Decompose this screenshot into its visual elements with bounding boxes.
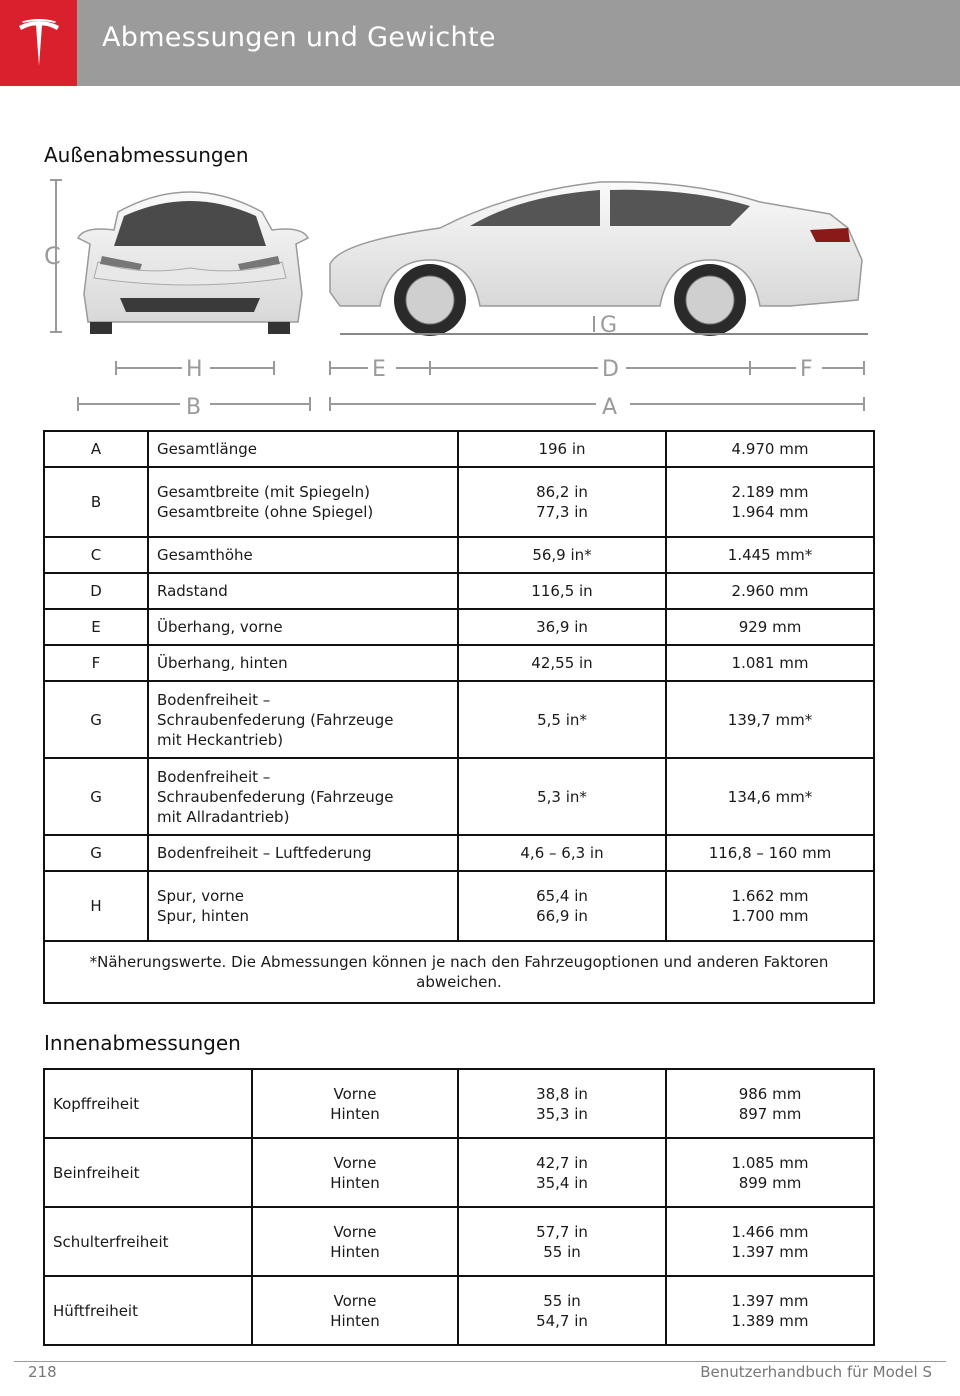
value-mm xyxy=(666,537,874,573)
manual-name: Benutzerhandbuch für Model S xyxy=(700,1363,932,1381)
dimension-code: C xyxy=(44,537,148,573)
dimension-label xyxy=(148,431,458,467)
value-inch xyxy=(458,871,666,941)
page-number: 218 xyxy=(28,1363,57,1381)
value-inch xyxy=(458,1207,666,1276)
value-inch-line: 38,8 in xyxy=(536,1084,588,1103)
value-mm-line: 929 mm xyxy=(738,618,802,636)
table-row xyxy=(44,1138,874,1207)
section-title-exterior: Außenabmessungen xyxy=(44,143,249,167)
table-row xyxy=(44,758,874,835)
value-mm xyxy=(666,871,874,941)
dimension-label-line: mit Allradantrieb) xyxy=(157,807,290,826)
value-mm-line: 139,7 mm* xyxy=(727,710,813,729)
value-inch-line: 35,4 in xyxy=(536,1173,588,1192)
value-mm-line: 134,6 mm* xyxy=(727,787,813,806)
value-inch xyxy=(458,681,666,758)
value-inch-line: 35,3 in xyxy=(536,1104,588,1123)
value-mm-line: 2.960 mm xyxy=(731,582,809,600)
value-inch xyxy=(458,1276,666,1345)
table-row xyxy=(44,573,874,609)
dimension-code: D xyxy=(44,573,148,609)
value-inch xyxy=(458,758,666,835)
interior-label: Kopffreiheit xyxy=(44,1069,252,1138)
label-d: D xyxy=(602,357,619,382)
page-title: Abmessungen und Gewichte xyxy=(102,22,496,53)
dimension-label-line: Gesamtlänge xyxy=(157,440,257,458)
label-g: G xyxy=(600,313,618,338)
value-mm xyxy=(666,609,874,645)
table-row xyxy=(44,609,874,645)
dimension-label-line: Gesamtbreite (mit Spiegeln) xyxy=(157,483,370,501)
value-inch xyxy=(458,835,666,871)
value-mm xyxy=(666,573,874,609)
value-inch-line: 55 in xyxy=(543,1242,581,1261)
table-row xyxy=(44,1207,874,1276)
seat-position-line: Vorne xyxy=(333,1153,377,1172)
seat-position-line: Hinten xyxy=(330,1311,380,1330)
dimension-label xyxy=(148,758,458,835)
dimension-label xyxy=(148,573,458,609)
value-mm xyxy=(666,645,874,681)
value-inch xyxy=(458,1138,666,1207)
tesla-logo-icon xyxy=(17,18,61,68)
dimension-label-line: Schraubenfederung (Fahrzeuge xyxy=(157,710,394,729)
value-mm-line: 1.397 mm xyxy=(731,1291,809,1310)
value-inch-line: 4,6 – 6,3 in xyxy=(520,844,604,862)
value-mm-line: 897 mm xyxy=(738,1104,802,1123)
dimension-label xyxy=(148,467,458,537)
value-inch-line: 36,9 in xyxy=(536,618,588,636)
value-mm xyxy=(666,835,874,871)
seat-position-line: Vorne xyxy=(333,1084,377,1103)
dimension-code: B xyxy=(44,467,148,537)
value-inch-line: 5,3 in* xyxy=(537,787,587,806)
value-mm xyxy=(666,681,874,758)
page-header xyxy=(0,0,960,86)
dimension-code: E xyxy=(44,609,148,645)
value-mm-line: 1.085 mm xyxy=(731,1153,809,1172)
dimension-label-line: Gesamtbreite (ohne Spiegel) xyxy=(157,503,374,521)
dimension-label-line: Schraubenfederung (Fahrzeuge xyxy=(157,787,394,806)
car-front-view xyxy=(78,192,308,334)
table-row xyxy=(44,1069,874,1138)
label-e: E xyxy=(372,357,386,382)
value-inch-line: 55 in xyxy=(543,1291,581,1310)
value-mm-line: 1.389 mm xyxy=(731,1311,809,1330)
seat-position-line: Hinten xyxy=(330,1242,380,1261)
table-row xyxy=(44,537,874,573)
value-inch-line: 86,2 in xyxy=(536,483,588,501)
value-mm xyxy=(666,431,874,467)
dimension-label-line: mit Heckantrieb) xyxy=(157,730,284,749)
table-row xyxy=(44,681,874,758)
value-mm-line: 1.397 mm xyxy=(731,1242,809,1261)
value-inch-line: 56,9 in* xyxy=(532,546,592,564)
label-b: B xyxy=(186,395,202,420)
logo xyxy=(0,0,77,86)
value-inch-line: 66,9 in xyxy=(536,907,588,925)
dimension-code: G xyxy=(44,681,148,758)
dimension-label xyxy=(148,835,458,871)
value-mm-line: 4.970 mm xyxy=(731,440,809,458)
value-inch xyxy=(458,609,666,645)
label-h: H xyxy=(186,357,203,382)
seat-position-line: Hinten xyxy=(330,1104,380,1123)
value-inch xyxy=(458,573,666,609)
dimension-code: G xyxy=(44,835,148,871)
table-row xyxy=(44,645,874,681)
exterior-dimensions-table xyxy=(43,430,875,1004)
dimension-diagram xyxy=(40,172,870,422)
dimension-label-line: Gesamthöhe xyxy=(157,546,253,564)
seat-position xyxy=(252,1138,458,1207)
value-mm-line: 1.964 mm xyxy=(731,503,809,521)
value-mm-line: 1.466 mm xyxy=(731,1222,809,1241)
dimension-label-line: Spur, hinten xyxy=(157,907,250,925)
interior-label: Hüftfreiheit xyxy=(44,1276,252,1345)
value-mm-line: 1.445 mm* xyxy=(727,546,813,564)
dimension-label-line: Bodenfreiheit – xyxy=(157,690,271,709)
interior-label: Schulterfreiheit xyxy=(44,1207,252,1276)
table-row xyxy=(44,871,874,941)
value-mm-line: 1.662 mm xyxy=(731,887,809,905)
label-c: C xyxy=(44,242,61,270)
table-row xyxy=(44,1276,874,1345)
seat-position-line: Vorne xyxy=(333,1291,377,1310)
value-mm xyxy=(666,1069,874,1138)
value-inch xyxy=(458,1069,666,1138)
table-row xyxy=(44,835,874,871)
dimension-code: F xyxy=(44,645,148,681)
table-row xyxy=(44,431,874,467)
footer-rule xyxy=(14,1361,946,1362)
seat-position xyxy=(252,1276,458,1345)
value-mm xyxy=(666,1276,874,1345)
value-mm-line: 986 mm xyxy=(738,1084,802,1103)
seat-position xyxy=(252,1207,458,1276)
value-inch-line: 42,55 in xyxy=(531,654,593,672)
value-inch-line: 65,4 in xyxy=(536,887,588,905)
value-mm-line: 1.081 mm xyxy=(731,654,809,672)
dimension-label-line: Überhang, hinten xyxy=(157,654,288,672)
value-inch-line: 54,7 in xyxy=(536,1311,588,1330)
label-a: A xyxy=(602,395,618,420)
seat-position xyxy=(252,1069,458,1138)
value-mm xyxy=(666,1138,874,1207)
dimension-label-line: Bodenfreiheit – xyxy=(157,767,271,786)
interior-dimensions-table xyxy=(43,1068,875,1346)
dimension-label xyxy=(148,609,458,645)
label-f: F xyxy=(800,357,813,382)
value-mm xyxy=(666,1207,874,1276)
dimension-code: H xyxy=(44,871,148,941)
dimension-code: A xyxy=(44,431,148,467)
value-inch-line: 5,5 in* xyxy=(537,710,587,729)
value-inch-line: 196 in xyxy=(538,440,586,458)
value-inch xyxy=(458,467,666,537)
dimension-code: G xyxy=(44,758,148,835)
car-side-view xyxy=(330,182,868,336)
interior-label: Beinfreiheit xyxy=(44,1138,252,1207)
value-inch-line: 57,7 in xyxy=(536,1222,588,1241)
footnote: *Näherungswerte. Die Abmessungen können je nach den Fahrzeugoptionen und anderen Faktoren abweichen. xyxy=(44,941,874,1003)
table-row xyxy=(44,467,874,537)
seat-position-line: Hinten xyxy=(330,1173,380,1192)
value-mm-line: 899 mm xyxy=(738,1173,802,1192)
dimension-label xyxy=(148,871,458,941)
dimension-label xyxy=(148,645,458,681)
value-inch-line: 116,5 in xyxy=(531,582,593,600)
value-inch xyxy=(458,537,666,573)
dimension-label-line: Spur, vorne xyxy=(157,887,244,905)
dimension-label xyxy=(148,681,458,758)
value-mm-line: 116,8 – 160 mm xyxy=(708,844,832,862)
value-inch xyxy=(458,431,666,467)
section-title-interior: Innenabmessungen xyxy=(44,1031,241,1055)
table-row xyxy=(44,941,874,1003)
value-mm-line: 2.189 mm xyxy=(731,483,809,501)
seat-position-line: Vorne xyxy=(333,1222,377,1241)
value-mm xyxy=(666,758,874,835)
dimension-label xyxy=(148,537,458,573)
value-inch xyxy=(458,645,666,681)
value-inch-line: 42,7 in xyxy=(536,1153,588,1172)
value-inch-line: 77,3 in xyxy=(536,503,588,521)
dimension-label-line: Radstand xyxy=(157,582,228,600)
value-mm xyxy=(666,467,874,537)
value-mm-line: 1.700 mm xyxy=(731,907,809,925)
dimension-label-line: Bodenfreiheit – Luftfederung xyxy=(157,844,372,862)
dimension-label-line: Überhang, vorne xyxy=(157,618,283,636)
